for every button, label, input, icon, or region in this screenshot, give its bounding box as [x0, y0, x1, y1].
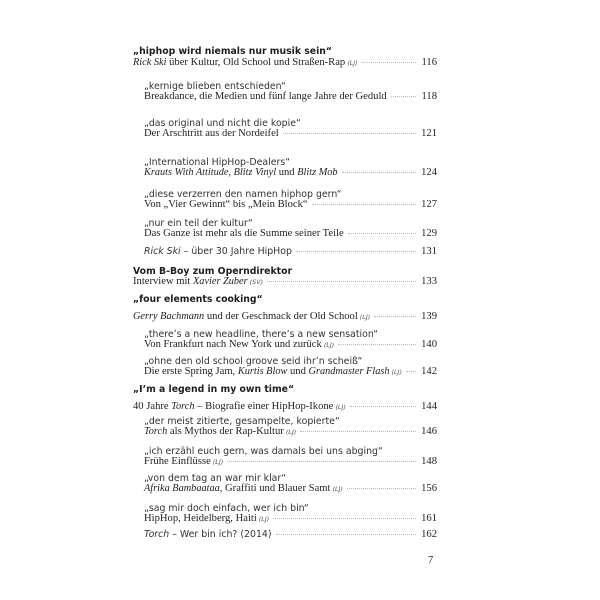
toc-entry[interactable]: „sag mir doch einfach, wer ich bin“ HipHop, Heidelberg, Haiti (LJ) 161: [144, 503, 437, 524]
toc-entry[interactable]: „diese verzerren den namen hiphop gern“ Von „Vier Gewinnt“ bis „Mein Block“ 127: [144, 189, 437, 210]
toc-entry[interactable]: 40 Jahre Torch – Biografie einer HipHop-Ikone (LJ) 144: [133, 401, 437, 412]
section-heading: Vom B-Boy zum Operndirektor: [133, 266, 293, 277]
toc-entry[interactable]: Torch – Wer bin ich? (2014) 162: [144, 529, 437, 540]
toc-entry[interactable]: „nur ein teil der kultur“ Das Ganze ist mehr als die Summe seiner Teile 129: [144, 218, 437, 239]
toc-entry[interactable]: „ohne den old school groove seid ihr’n scheiß“ Die erste Spring Jam, Kurtis Blow und Grandmaster Flash (LJ) 142: [144, 356, 437, 377]
toc-entry[interactable]: „kernige blieben entschieden“ Breakdance, die Medien und fünf lange Jahre der Geduld 118: [144, 81, 437, 102]
leader-dots: [362, 62, 416, 63]
toc-entry[interactable]: Gerry Bachmann und der Geschmack der Old School (LJ) 139: [133, 311, 437, 322]
section-heading: „four elements cooking“: [133, 294, 263, 305]
toc-entry[interactable]: „there’s a new headline, there’s a new sensation“ Von Frankfurt nach New York und zurück (LJ) 140: [144, 329, 437, 350]
toc-entry[interactable]: „das original und nicht die kopie“ Der Arschtritt aus der Nordeifel 121: [144, 118, 437, 139]
page-number: 116: [421, 57, 437, 68]
toc-entry[interactable]: Interview mit Xavier Zuber (SV) 133: [133, 276, 437, 287]
section-heading: „hiphop wird niemals nur musik sein“: [133, 46, 333, 57]
toc-entry[interactable]: „von dem tag an war mir klar“ Afrika Bambaataa, Graffiti und Blauer Samt (LJ) 156: [144, 473, 437, 494]
section-heading: „I’m a legend in my own time“: [133, 384, 295, 395]
toc-entry[interactable]: „der meist zitierte, gesampelte, kopierte“ Torch als Mythos der Rap-Kultur (LJ) 146: [144, 416, 437, 437]
toc-entry[interactable]: Rick Ski – über 30 Jahre HipHop 131: [144, 246, 437, 257]
toc-entry[interactable]: Rick Ski über Kultur, Old School und Straßen-Rap (LJ) 116: [133, 57, 437, 68]
toc-entry[interactable]: „International HipHop-Dealers“ Krauts With Attitude, Blitz Vinyl und Blitz Mob 124: [144, 157, 437, 178]
toc-entry[interactable]: „ich erzähl euch gern, was damals bei uns abging“ Frühe Einflüsse (LJ) 148: [144, 446, 437, 467]
page-number-footer: 7: [428, 555, 434, 566]
